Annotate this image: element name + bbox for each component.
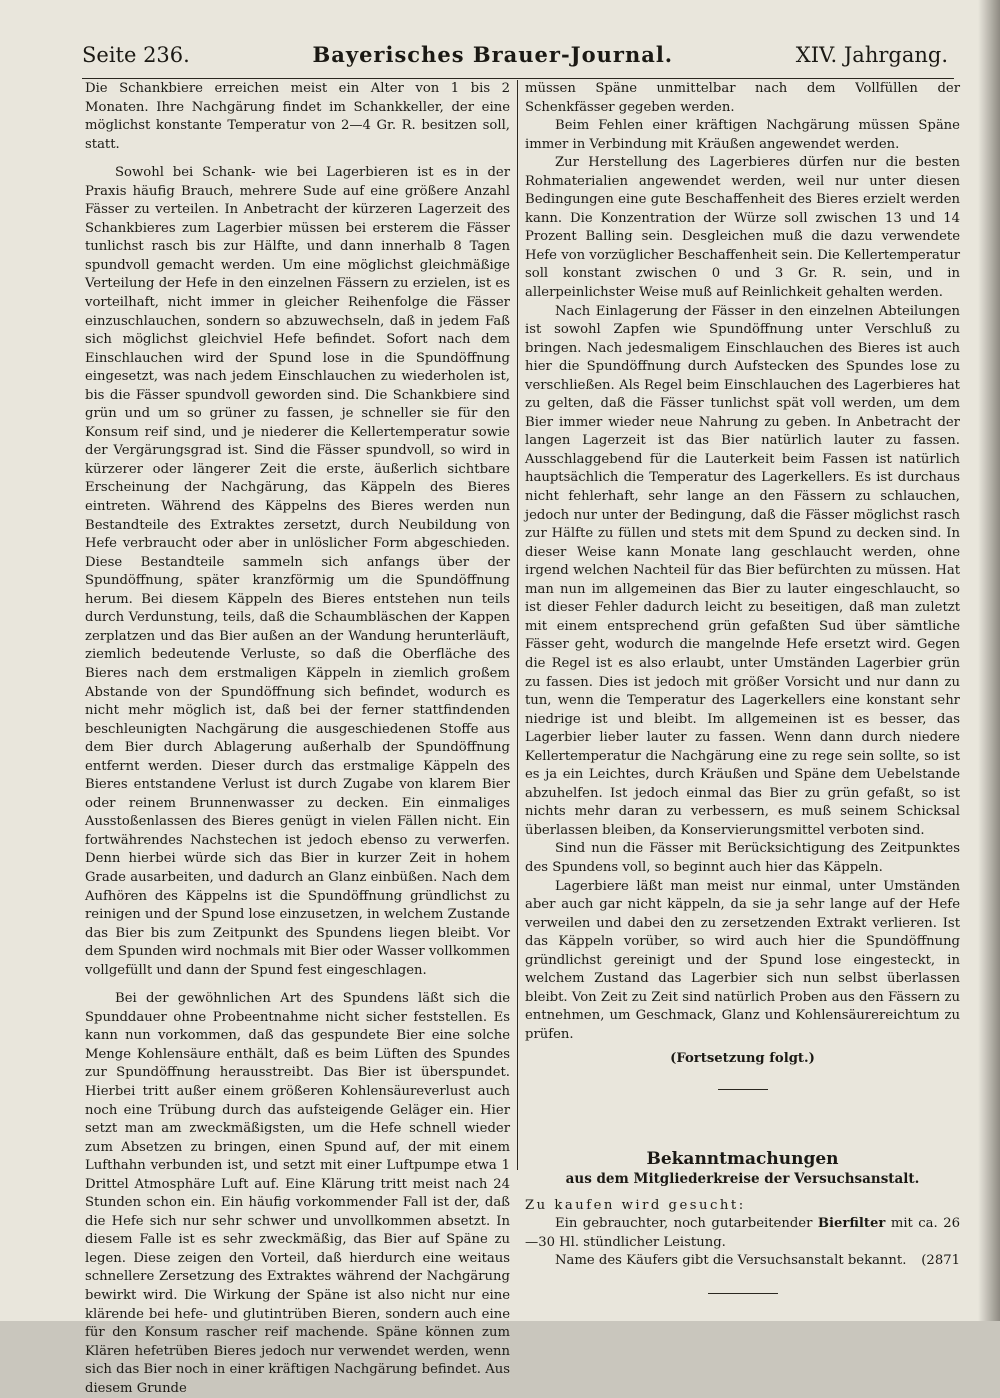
section-rule xyxy=(718,1089,768,1090)
paragraph: Bei der gewöhnlichen Art des Spundens läßt sich die Spunddauer ohne Probeentnahme nicht sicher feststellen. Es kann nun vorkommen, daß das gespundete Bier eine solche Menge Kohlensäure enthält, daß es beim Lüften des Spundes zur Spundöffnung herausstreibt. Das Bier ist überspundet. Hierbei tritt außer einem größeren Kohlensäureverlust auch noch eine Trübung durch das aufsteigende Geläger ein. Hier setzt man am zweckmäßigsten, um die Hefe schnell wieder zum Absetzen zu bringen, einen Spund auf, der mit einem Lufthahn verbunden ist, und setzt mit einer Luftpumpe etwa 1 Drittel Atmosphäre Luft auf. Eine Klärung tritt meist nach 24 Stunden schon ein. Ein häufig vorkommender Fall ist der, daß die Hefe sich nur sehr schwer und unvollkommen absetzt. In diesem Falle ist es sehr zweckmäßig, das Bier auf Späne zu legen. Diese zeigen den Vorteil, daß hierdurch eine weitaus schnellere Zersetzung des Extraktes während der Nachgärung bewirkt wird. Die Wirkung der Späne ist also nicht nur eine klärende bei hefe- und glutintrüben Bieren, sondern auch eine für den Konsum rascher reif machende. Späne können zum Klären hefetrüben Bieres jedoch nur verwendet werden, wenn sich das Bier noch in einer kräftigen Nachgärung befindet. Aus diesem Grunde xyxy=(85,991,510,1396)
volume-label: XIV. Jahrgang. xyxy=(795,43,948,67)
continued-note: (Fortsetzung folgt.) xyxy=(670,1051,815,1067)
paragraph: Sowohl bei Schank- wie bei Lagerbieren ist es in der Praxis häufig Brauch, mehrere Sude auf eine größere Anzahl Fässer zu verteilen. In Anbetracht der kürzeren Lagerzeit des Schankbieres zum Lagerbier müssen bei ersterem die Fässer tunlichst rasch bis zur Hälfte, und dann innerhalb 8 Tagen spundvoll gemacht werden. Um eine möglichst gleichmäßige Verteilung der Hefe in den einzelnen Fässern zu erzielen, ist es vorteilhaft, nicht immer in gleicher Reihenfolge die Fässer einzuschlauchen, sondern so abzuwechseln, daß in jedem Faß sich möglichst gleichviel Hefe befindet. Sofort nach dem Einschlauchen wird der Spund lose in die Spundöffnung eingesetzt, was nach jedem Einschlauchen zu wiederholen ist, bis die Fässer spundvoll geworden sind. Die Schankbiere sind grün und um so grüner zu fassen, je schneller sie für den Konsum reif sind, und je niederer die Kellertemperatur sowie der Vergärungsgrad ist. Sind die Fässer spundvoll, so wird in kürzerer oder längerer Zeit die erste, äußerlich sichtbare Erscheinung der Nachgärung, das Käppeln des Bieres eintreten. Während des Käppelns des Bieres werden nun Bestandteile des Extraktes zersetzt, durch Neubildung von Hefe verbraucht oder aber in unlöslicher Form abgeschieden. Diese Bestandteile sammeln sich anfangs über der Spundöffnung, später kranzförmig um die Spundöffnung herum. Bei diesem Käppeln des Bieres entstehen nun teils durch Verdunstung, teils, daß die Schaumbläschen der Kappen zerplatzen und das Bier außen an der Wandung herunterläuft, ziemlich bedeutende Verluste, so daß die Oberfläche des Bieres nach dem erstmaligen Käppeln in ziemlich großem Abstande von der Spundöffnung sich befindet, wodurch es nicht mehr möglich ist, daß bei der ferner stattfindenden beschleunigten Nachgärung die ausgeschiedenen Stoffe aus dem Bier durch Ablagerung außerhalb der Spundöffnung entfernt werden. Dieser durch das erstmalige Käppeln des Bieres entstandene Verlust ist durch Zugabe von klarem Bier oder reinem Brunnenwasser zu decken. Ein einmaliges Ausstoßenlassen des Bieres genügt in vielen Fällen nicht. Ein fortwährendes Nachstechen ist jedoch ebenso zu verwerfen. Denn hierbei würde sich das Bier in kurzer Zeit in hohem Grade ausarbeiten, und dadurch an Glanz einbüßen. Nach dem Aufhören des Käppelns ist die Spundöffnung gründlichst zu reinigen und der Spund lose einzusetzen, in welchem Zustande das Bier bis zum Zeitpunkt des Spundens liegen bleibt. Vor dem Spunden wird nochmals mit Bier oder Wasser vollkommen vollgefüllt und dann der Spund fest eingeschlagen. xyxy=(85,165,510,978)
paragraph: Lagerbiere läßt man meist nur einmal, unter Umständen aber auch gar nicht käppeln, da sie ja sehr lange auf der Hefe verweilen und dabei den zu zersetzenden Extrakt verlieren. Ist das Käppeln vorüber, so wird auch hier die Spundöffnung gründlichst gereinigt und der Spund lose eingesteckt, in welchem Zustand das Lagerbier sich nun selbst überlassen bleibt. Von Zeit zu Zeit sind natürlich Proben aus den Fässern zu entnehmen, um Geschmack, Glanz und Kohlensäurereichtum zu prüfen. xyxy=(525,878,960,1042)
paragraph: Die Schankbiere erreichen meist ein Alter von 1 bis 2 Monaten. Ihre Nachgärung findet im Schankkeller, der eine möglichst konstante Temperatur von 2—4 Gr. R. besitzen soll, statt. xyxy=(85,81,510,152)
ad-number: (2871 xyxy=(921,1253,960,1269)
header-rule xyxy=(82,78,954,79)
wanted-heading: Zu kaufen wird gesucht: xyxy=(525,1197,746,1213)
column-divider xyxy=(517,80,518,1170)
ad-contact: Name des Käufers gibt die Versuchsanstalt bekannt. xyxy=(555,1253,907,1269)
ad-contact-line xyxy=(525,1252,960,1271)
paragraph: Zur Herstellung des Lagerbieres dürfen nur die besten Rohmaterialien angewendet werden, weil nur unter diesen Bedingungen eine gute Beschaffenheit des Bieres erzielt werden kann. Die Konzentration der Würze soll zwischen 13 und 14 Prozent Balling sein. Desgleichen muß die dazu verwendete Hefe von vorzüglicher Beschaffenheit sein. Die Kellertemperatur soll konstant zwischen 0 und 3 Gr. R. sein, und in allerpeinlichster Weise muß auf Reinlichkeit gehalten werden. xyxy=(525,155,960,301)
paragraph: Sind nun die Fässer mit Berücksichtigung des Zeitpunktes des Spundens voll, so beginnt auch hier das Käppeln. xyxy=(525,841,960,875)
paragraph: müssen Späne unmittelbar nach dem Vollfüllen der Schenkfässer gegeben werden. xyxy=(525,81,960,115)
paragraph: Nach Einlagerung der Fässer in den einzelnen Abteilungen ist sowohl Zapfen wie Spundöffnung unter Verschluß zu bringen. Nach jedesmaligem Einschlauchen des Bieres ist auch hier die Spundöffnung durch Aufstecken des Spundes lose zu verschließen. Als Regel beim Einschlauchen des Lagerbieres hat zu gelten, daß die Fässer tunlichst spät voll werden, um dem Bier immer wieder neue Nahrung zu geben. In Anbetracht der langen Lagerzeit ist das Bier natürlich lauter zu fassen. Ausschlaggebend für die Lauterkeit beim Fassen ist natürlich hauptsächlich die Temperatur des Lagerkellers. Es ist durchaus nicht fehlerhaft, sehr lange an den Fässern zu schlauchen, jedoch nur unter der Bedingung, daß die Fässer möglichst rasch zur Hälfte zu füllen und stets mit dem Spund zu decken sind. In dieser Weise kann Monate lang geschlaucht werden, ohne irgend welchen Nachteil für das Bier befürchten zu müssen. Hat man nun im allgemeinen das Bier zu lauter eingeschlaucht, so ist dieser Fehler dadurch leicht zu beseitigen, daß man zuletzt mit einem entsprechend grün gefaßten Sud über sämtliche Fässer geht, wodurch die mangelnde Hefe ersetzt wird. Gegen die Regel ist es also erlaubt, unter Umständen Lagerbier grün zu fassen. Dies ist jedoch mit größer Vorsicht und nur dann zu tun, wenn die Temperatur des Lagerkellers eine konstant sehr niedrige ist und bleibt. Im allgemeinen ist es besser, das Lagerbier lieber lauter zu fassen. Wenn dann durch niedere Kellertemperatur die Nachgärung eine zu rege sein sollte, so ist es ja ein Leichtes, durch Kräußen und Späne dem Uebelstande abzuhelfen. Ist jedoch einmal das Bier zu grün gefaßt, so ist nichts mehr daran zu verbessern, es muß seinem Schicksal überlassen bleiben, da Konservierungsmittel verboten sind. xyxy=(525,303,960,838)
announcements-title: Bekanntmachungen xyxy=(646,1148,839,1169)
page-number: Seite 236. xyxy=(82,43,190,67)
classified-ad xyxy=(525,1215,960,1252)
ad-item: Bierfilter xyxy=(817,1216,886,1232)
journal-title: Bayerisches Brauer-Journal. xyxy=(312,42,674,67)
end-rule xyxy=(708,1293,778,1294)
ad-prefix: Ein gebrauchter, noch gutarbeitender xyxy=(555,1216,813,1232)
ad-suffix: mit ca. 26—30 Hl. stündlicher Leistung. xyxy=(525,1216,960,1250)
left-column xyxy=(85,80,510,1398)
page-edge-shadow xyxy=(978,0,1000,1321)
announcements-subtitle: aus dem Mitgliederkreise der Versuchsanstalt. xyxy=(565,1170,920,1187)
page-header xyxy=(82,42,948,72)
paragraph: Beim Fehlen einer kräftigen Nachgärung müssen Späne immer in Verbindung mit Kräußen angewendet werden. xyxy=(525,118,960,152)
right-column xyxy=(525,80,960,1294)
